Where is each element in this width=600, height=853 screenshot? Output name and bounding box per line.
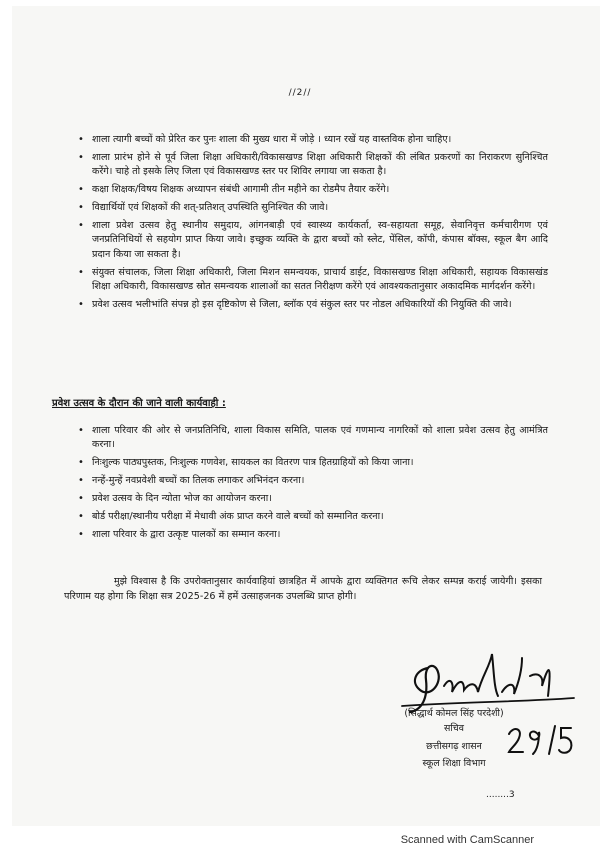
- bullet-icon: •: [78, 493, 84, 505]
- list-item-text: संयुक्त संचालक, जिला शिक्षा अधिकारी, जिला मिशन समन्वयक, प्राचार्य डाईट, विकासखण्ड शिक्षा अधिकारी, सहायक विकासखंड शिक्षा अधिकारी, विकासखण्ड स्रोत समन्वयक शालाओं का सतत निरीक्षण करेंगे एवं आवश्यकतानुसार अकादमिक मार्गदर्शन करेंगे।: [92, 266, 548, 293]
- section1-bullet-list: [78, 133, 548, 316]
- list-item: [78, 492, 548, 506]
- bullet-icon: •: [78, 528, 84, 540]
- list-item: [78, 219, 548, 262]
- bullet-icon: •: [78, 220, 84, 232]
- list-item-text: कक्षा शिक्षक/विषय शिक्षक अध्यापन संबंधी आगामी तीन महीने का रोडमैप तैयार करेंगे।: [92, 184, 390, 196]
- handwritten-date: [505, 724, 575, 756]
- list-item: [78, 201, 548, 215]
- bullet-icon: •: [78, 299, 84, 311]
- bullet-icon: •: [78, 151, 84, 163]
- list-item: [78, 298, 548, 312]
- list-item-text: बोर्ड परीक्षा/स्थानीय परीक्षा में मेधावी अंक प्राप्त करने वाले बच्चों को सम्मानित करना।: [92, 511, 384, 523]
- closing-paragraph: मुझे विश्वास है कि उपरोक्तानुसार कार्यवाहियां छात्रहित में आपके द्वारा व्यक्तिगत रूचि लेकर सम्पन्न कराई जायेगी। इसका परिणाम यह होगा कि शिक्षा सत्र 2025-26 में हमें उत्साहजनक उपलब्धि प्राप्त होगी।: [64, 576, 542, 602]
- list-item: [78, 266, 548, 295]
- list-item-text: विद्यार्थियों एवं शिक्षकों की शत्-प्रतिशत् उपस्थिति सुनिश्चित की जावे।: [92, 202, 329, 214]
- list-item: [78, 133, 548, 147]
- list-item: [78, 424, 548, 453]
- list-item-text: नन्हें-मुन्हें नवप्रवेशी बच्चों का तिलक लगाकर अभिनंदन करना।: [92, 475, 305, 487]
- list-item-text: निःशुल्क पाठ्यपुस्तक, निःशुल्क गणवेश, सायकल का वितरण पात्र हितग्राहियों को किया जाना।: [92, 457, 414, 469]
- bullet-icon: •: [78, 184, 84, 196]
- bullet-icon: •: [78, 511, 84, 523]
- bullet-icon: •: [78, 425, 84, 436]
- list-item-text: शाला त्यागी बच्चों को प्रेरित कर पुनः शाला की मुख्य धारा में जोड़े । ध्यान रखें यह वास्तविक होना चाहिए।: [92, 134, 452, 145]
- bullet-icon: •: [78, 202, 84, 214]
- list-item-text: शाला प्रारंभ होने से पूर्व जिला शिक्षा अधिकारी/विकासखण्ड शिक्षा अधिकारी शिक्षकों की लंबित प्रकरणों का निराकरण सुनिश्चित करेंगे। चाहे तो इसके लिए जिला एवं विकासखण्ड स्तर पर शिविर लगाया जा सकता है।: [92, 151, 548, 178]
- next-page-marker: ........3: [486, 790, 515, 800]
- list-item: [78, 456, 548, 470]
- bullet-icon: •: [78, 134, 84, 145]
- list-item: [78, 510, 548, 524]
- bullet-icon: •: [78, 266, 84, 278]
- list-item: [78, 183, 548, 197]
- signatory-org-line1: छत्तीसगढ़ शासन: [426, 741, 482, 752]
- list-item-text: प्रवेश उत्सव के दिन न्योता भोज का आयोजन करना।: [92, 493, 272, 505]
- list-item: [78, 474, 548, 488]
- list-item: [78, 151, 548, 180]
- page-marker: //2//: [288, 88, 312, 98]
- bullet-icon: •: [78, 475, 84, 487]
- list-item-text: शाला परिवार के द्वारा उत्कृष्ट पालकों का सम्मान करना।: [92, 528, 281, 540]
- signatory-org-line2: स्कूल शिक्षा विभाग: [422, 758, 486, 769]
- signatory-name: (सिद्धार्थ कोमल सिंह परदेशी): [404, 708, 504, 719]
- bullet-icon: •: [78, 457, 84, 469]
- list-item-text: प्रवेश उत्सव भलीभांति संपन्न हो इस दृष्टिकोण से जिला, ब्लॉक एवं संकुल स्तर पर नोडल अधिकारियों की नियुक्ति की जावे।: [92, 299, 512, 311]
- list-item-text: शाला प्रवेश उत्सव हेतु स्थानीय समुदाय, आंगनबाड़ी एवं स्वास्थ्य कार्यकर्ता, स्व-सहायता समूह, सेवानिवृत्त कर्मचारीगण एवं जनप्रतिनिधियों से सहयोग प्राप्त किया जावे। इच्छुक व्यक्ति के द्वारा बच्चों को स्लेट, पेंसिल, कॉपी, कंपास बॉक्स, स्कूल बैग आदि प्रदान किया जा सकता है।: [92, 220, 548, 260]
- list-item-text: शाला परिवार की ओर से जनप्रतिनिधि, शाला विकास समिति, पालक एवं गणमान्य नागरिकों को शाला प्रवेश उत्सव हेतु आमंत्रित करना।: [92, 425, 548, 451]
- section2-bullet-list: [78, 424, 548, 546]
- section2-heading: प्रवेश उत्सव के दौरान की जाने वाली कार्यवाही :: [52, 398, 226, 409]
- camscanner-watermark: Scanned with CamScanner: [400, 834, 534, 846]
- list-item: [78, 528, 548, 542]
- signatory-designation: सचिव: [444, 723, 464, 734]
